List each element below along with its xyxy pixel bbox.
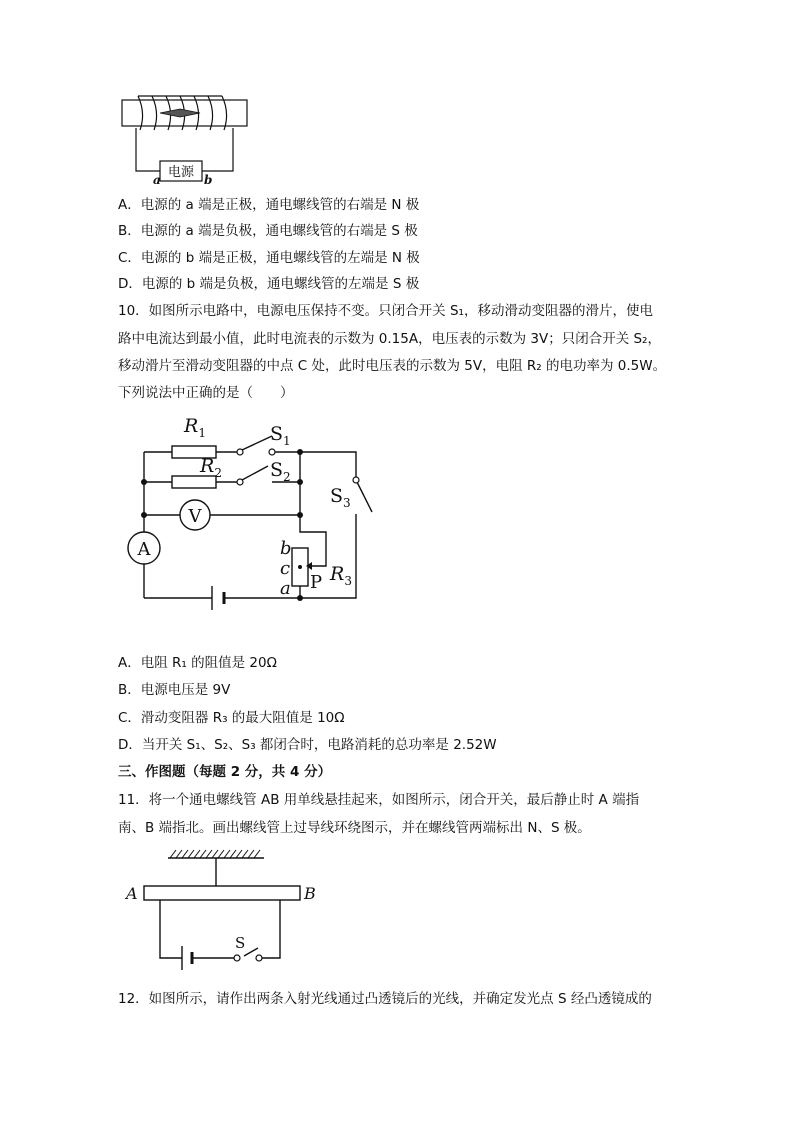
q11-line-2: 南、B 端指北。画出螺线管上过导线环绕图示，并在螺线管两端标出 N、S 极。 xyxy=(118,820,591,836)
q11-line-1: 11．将一个通电螺线管 AB 用单线悬挂起来，如图所示，闭合开关，最后静止时 A 端指 xyxy=(118,792,640,808)
s3-label: $S_3$ xyxy=(330,485,351,510)
q9-option-b: B．电源的 a 端是负极，通电螺线管的右端是 S 极 xyxy=(118,223,418,239)
rheostat-b-label: b xyxy=(280,538,292,559)
q10-line-1: 10．如图所示电路中，电源电压保持不变。只闭合开关 S₁，移动滑动变阻器的滑片，使电 xyxy=(118,303,653,319)
terminal-a-label: a xyxy=(153,173,161,187)
q10-option-c: C．滑动变阻器 R₃ 的最大阻值是 10Ω xyxy=(118,710,345,726)
r2-label: $R_2$ xyxy=(200,455,222,480)
terminal-b-label: b xyxy=(204,173,213,187)
end-b-label: B xyxy=(304,884,316,903)
r1-label: $R_1$ xyxy=(184,415,206,440)
q9-option-a: A．电源的 a 端是正极，通电螺线管的右端是 N 极 xyxy=(118,197,420,213)
hanging-circuit-wires xyxy=(160,900,280,958)
q10-line-4: 下列说法中正确的是（ ） xyxy=(118,385,294,401)
hanging-switch-icon xyxy=(234,955,262,961)
end-a-label: A xyxy=(126,884,138,903)
q9-option-c: C．电源的 b 端是正极，通电螺线管的左端是 N 极 xyxy=(118,250,420,266)
r3-label: $R_3$ xyxy=(330,563,352,588)
q10-option-b: B．电源电压是 9V xyxy=(118,682,231,698)
q10-line-3: 移动滑片至滑动变阻器的中点 C 处，此时电压表的示数为 5V，电阻 R₂ 的电功率为 0.5W。 xyxy=(118,358,667,374)
switch-s-label: S xyxy=(235,934,246,952)
slider-p-label: P xyxy=(310,572,323,593)
voltmeter-label: V xyxy=(188,506,202,527)
rheostat-a-label: a xyxy=(280,578,291,599)
rheostat-c-label: c xyxy=(280,558,291,579)
hanging-battery-icon xyxy=(182,946,192,970)
q12-line-1: 12．如图所示，请作出两条入射光线通过凸透镜后的光线，并确定发光点 S 经凸透镜成的 xyxy=(118,991,652,1007)
q10-option-d: D．当开关 S₁、S₂、S₃ 都闭合时，电路消耗的总功率是 2.52W xyxy=(118,737,497,753)
q10-line-2: 路中电流达到最小值，此时电流表的示数为 0.15A，电压表的示数为 3V；只闭合开关 S₂， xyxy=(118,331,661,347)
q9-option-d: D．电源的 b 端是负极，通电螺线管的左端是 S 极 xyxy=(118,276,420,292)
ceiling-hatch xyxy=(170,850,260,858)
q10-option-a: A．电阻 R₁ 的阻值是 20Ω xyxy=(118,655,277,671)
s1-label: $S_1$ xyxy=(270,423,291,448)
s2-label: $S_2$ xyxy=(270,459,291,484)
ammeter-label: A xyxy=(137,539,151,560)
section-heading: 三、作图题（每题 2 分，共 4 分） xyxy=(118,764,332,780)
solenoid-tube xyxy=(144,886,300,900)
power-source-label: 电源 xyxy=(167,165,195,180)
